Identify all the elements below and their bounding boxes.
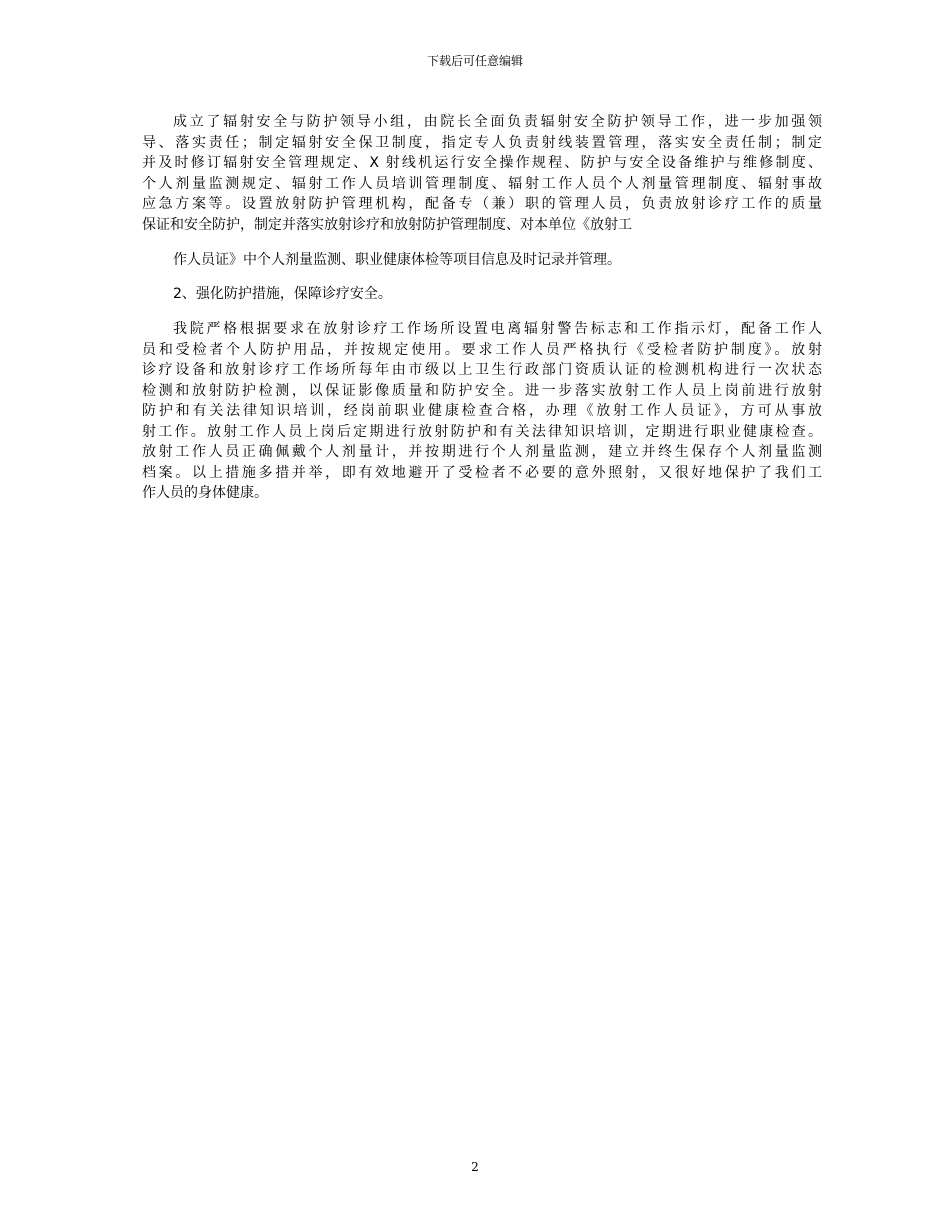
paragraph-line: 档案。以上措施多措并举，即有效地避开了受检者不必要的意外照射，又很好地保护了我们工 [142, 464, 822, 481]
paragraph-line: 放射工作人员正确佩戴个人剂量计，并按期进行个人剂量监测，建立并终生保存个人剂量监测 [142, 444, 822, 460]
paragraph-line: 员和受检者个人防护用品，并按规定使用。要求工作人员严格执行《受检者防护制度》。放射 [142, 341, 822, 358]
paragraph-line: 射工作。放射工作人员上岗后定期进行放射防护和有关法律知识培训，定期进行职业健康检查。 [142, 423, 822, 440]
paragraph-line: 检测和放射防护检测，以保证影像质量和防护安全。进一步落实放射工作人员上岗前进行放射 [142, 382, 822, 399]
section-heading-text: 2、强化防护措施，保障诊疗安全。 [173, 285, 392, 302]
page-number: 2 [471, 1160, 479, 1174]
paragraph-line: 导、落实责任；制定辐射安全保卫制度，指定专人负责射线装置管理，落实安全责任制；制定 [142, 134, 822, 151]
paragraph-line: 我院严格根据要求在放射诊疗工作场所设置电离辐射警告标志和工作指示灯，配备工作人 [173, 321, 822, 337]
paragraph-leadership [142, 112, 822, 235]
paragraph-line: 保证和安全防护，制定并落实放射诊疗和放射防护管理制度、对本单位《放射工 [142, 216, 632, 233]
section-heading [142, 284, 822, 305]
paragraph-protection-measures [142, 319, 822, 504]
paragraph-line: 应急方案等。设置放射防护管理机构，配备专（兼）职的管理人员，负责放射诊疗工作的质量 [142, 196, 822, 212]
paragraph-personnel-certificate [142, 250, 822, 271]
paragraph-line: 成立了辐射安全与防护领导小组，由院长全面负责辐射安全防护领导工作，进一步加强领 [173, 114, 822, 130]
document-body [142, 112, 822, 504]
paragraph-line: 作人员证》中个人剂量监测、职业健康体检等项目信息及时记录并管理。 [173, 252, 621, 268]
paragraph-line: 并及时修订辐射安全管理规定、X 射线机运行安全操作规程、防护与安全设备维护与维修制度、 [142, 155, 822, 171]
paragraph-line: 作人员的身体健康。 [142, 485, 268, 501]
paragraph-line: 诊疗设备和放射诊疗工作场所每年由市级以上卫生行政部门资质认证的检测机构进行一次状态 [142, 362, 822, 378]
paragraph-line: 个人剂量监测规定、辐射工作人员培训管理制度、辐射工作人员个人剂量管理制度、辐射事故 [142, 175, 822, 192]
paragraph-line: 防护和有关法律知识培训，经岗前职业健康检查合格，办理《放射工作人员证》，方可从事放 [142, 403, 822, 419]
page-header: 下载后可任意编辑 [426, 54, 523, 68]
